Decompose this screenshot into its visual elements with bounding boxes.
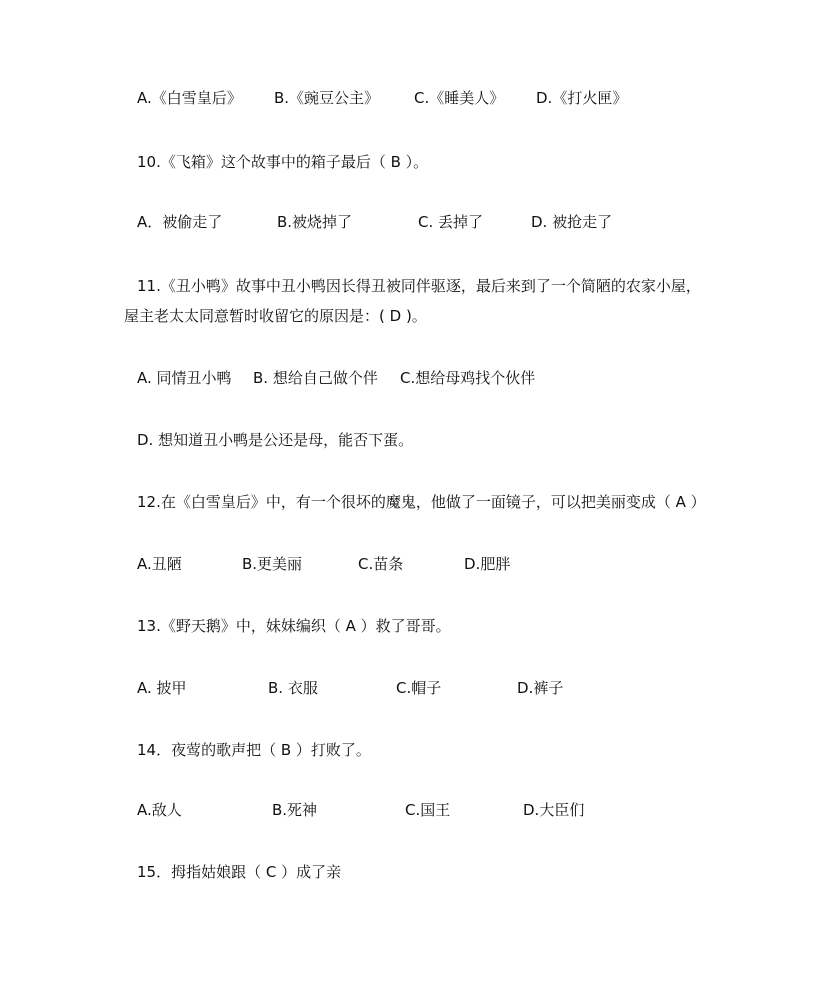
question-15: 15．拇指姑娘跟（ C ）成了亲 [137,863,342,881]
option-c: C.想给母鸡找个伙伴 [400,369,536,387]
option-b: B. 想给自己做个伴 [253,369,378,387]
option-b: B. 衣服 [268,679,318,697]
question-11-line2: 屋主老太太同意暂时收留它的原因是：( D )。 [124,307,427,325]
option-d: D.裤子 [517,679,564,697]
option-a: A.丑陋 [137,555,182,573]
q11-option-d: D. 想知道丑小鸭是公还是母，能否下蛋。 [137,431,414,449]
option-c: C.帽子 [396,679,442,697]
option-a: A．被偷走了 [137,213,223,231]
option-c: C. 丢掉了 [418,213,484,231]
question-11-line1: 11.《丑小鸭》故事中丑小鸭因长得丑被同伴驱逐，最后来到了一个简陋的农家小屋， [137,277,701,295]
question-13: 13.《野天鹅》中，妹妹编织（ A ）救了哥哥。 [137,617,451,635]
option-b: B.更美丽 [242,555,303,573]
option-d: D. 被抢走了 [531,213,613,231]
option-a: A. 同情丑小鸭 [137,369,232,387]
question-14: 14．夜莺的歌声把（ B ）打败了。 [137,741,371,759]
question-10: 10.《飞箱》这个故事中的箱子最后（ B ）。 [137,153,429,171]
option-b: B.被烧掉了 [277,213,353,231]
option-c: C.《睡美人》 [414,89,505,107]
option-b: B.死神 [272,801,318,819]
option-d: D.《打火匣》 [536,89,628,107]
question-12: 12.在《白雪皇后》中，有一个很坏的魔鬼，他做了一面镜子，可以把美丽变成（ A ） [137,493,706,511]
option-a: A. 披甲 [137,679,187,697]
option-a: A.《白雪皇后》 [137,89,242,107]
option-d: D.肥胖 [464,555,511,573]
option-c: C.苗条 [358,555,404,573]
option-c: C.国王 [405,801,451,819]
option-a: A.敌人 [137,801,182,819]
option-d: D.大臣们 [523,801,585,819]
option-b: B.《豌豆公主》 [274,89,380,107]
